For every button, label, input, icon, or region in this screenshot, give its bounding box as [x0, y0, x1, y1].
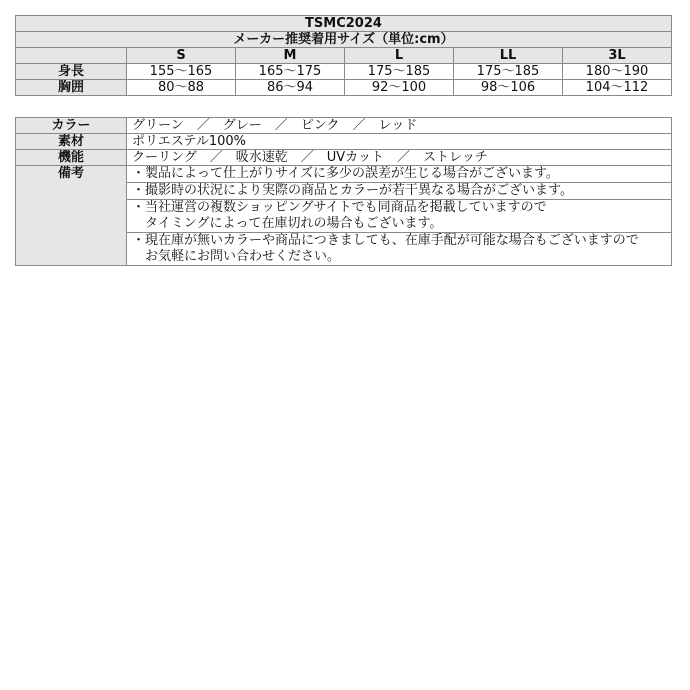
chest-s: 80〜88	[127, 80, 236, 96]
size-chart-subtitle: メーカー推奨着用サイズ（単位:cm）	[16, 32, 672, 48]
size-header-ll: LL	[454, 48, 563, 64]
note-1	[127, 166, 672, 183]
function-row	[16, 150, 672, 166]
note-4	[127, 233, 672, 266]
height-s: 155〜165	[127, 64, 236, 80]
size-header-corner	[16, 48, 127, 64]
height-label: 身長	[16, 64, 127, 80]
note-3	[127, 200, 672, 233]
note-3-line-1: ・当社運営の複数ショッピングサイトでも同商品を掲載していますので	[132, 200, 547, 215]
size-header-l: L	[345, 48, 454, 64]
material-label: 素材	[16, 134, 127, 150]
height-3l: 180〜190	[563, 64, 672, 80]
material-value: ポリエステル100%	[127, 134, 672, 150]
note-4-line-2: お気軽にお問い合わせください。	[132, 249, 341, 264]
color-label: カラー	[16, 118, 127, 134]
note-1-line-1: ・製品によって仕上がりサイズに多少の誤差が生じる場合がございます。	[132, 166, 559, 181]
function-value: クーリング ／ 吸水速乾 ／ UVカット ／ ストレッチ	[127, 150, 672, 166]
product-info-table	[15, 117, 672, 266]
height-ll: 175〜185	[454, 64, 563, 80]
size-header-3l: 3L	[563, 48, 672, 64]
chest-label: 胸囲	[16, 80, 127, 96]
size-header-m: M	[236, 48, 345, 64]
height-l: 175〜185	[345, 64, 454, 80]
notes-label: 備考	[16, 166, 127, 266]
color-value: グリーン ／ グレー ／ ピンク ／ レッド	[127, 118, 672, 134]
material-row	[16, 134, 672, 150]
height-row	[16, 64, 672, 80]
height-m: 165〜175	[236, 64, 345, 80]
chest-row	[16, 80, 672, 96]
chest-ll: 98〜106	[454, 80, 563, 96]
size-chart-title: TSMC2024	[16, 16, 672, 32]
function-label: 機能	[16, 150, 127, 166]
note-2-line-1: ・撮影時の状況により実際の商品とカラーが若干異なる場合がございます。	[132, 183, 573, 198]
note-3-line-2: タイミングによって在庫切れの場合もございます。	[132, 216, 443, 231]
size-header-s: S	[127, 48, 236, 64]
note-2	[127, 183, 672, 200]
size-chart-table	[15, 15, 672, 96]
notes-row-1	[16, 166, 672, 183]
chest-l: 92〜100	[345, 80, 454, 96]
color-row	[16, 118, 672, 134]
size-header-row	[16, 48, 672, 64]
chest-3l: 104〜112	[563, 80, 672, 96]
note-4-line-1: ・現在庫が無いカラーや商品につきましても、在庫手配が可能な場合もございますので	[132, 233, 639, 248]
chest-m: 86〜94	[236, 80, 345, 96]
